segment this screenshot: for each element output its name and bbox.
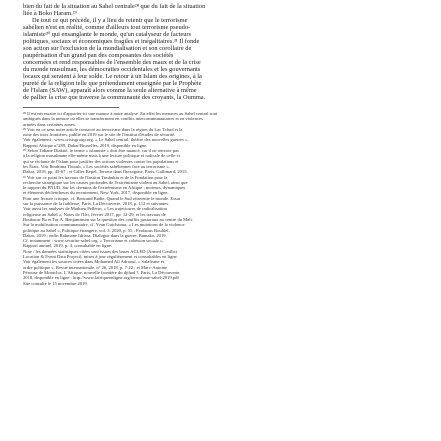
footnote-line: Sur la mobilisation communautaire, cf. Yvan Guichaoua, « Les mutations de la violence: [23, 222, 185, 228]
footnote-line: sur la puissance de la faiblesse, Paris, La Découverte, 2018, p. 112 et suivantes.: [23, 201, 170, 207]
footnote-line: religieuse au Sahel », Notes de l'Ifri, février 2017, pp. 12-29, et les travaux de: [23, 211, 166, 217]
footnote-line: Dakar, 2018, pp. 45-67 ; et Gilles Kepel, Terreur dans l'hexagone, Paris, Gallimard, 2015.: [23, 169, 188, 175]
footnote-line: Note : les données statistiques citées sont issues des bases ACLED (Armed Conflict: [23, 248, 178, 254]
footnote-line: et éléments déclencheurs du recrutement, New York, 2017, disponible en ligne.: [23, 190, 169, 196]
footnote-line: zone des trois frontières, publié en 2019 sur le site de l'Institut d'études de sécurité.: [23, 132, 176, 138]
footnote-line: Location & Event Data Project), mises à jour régulièrement et consultables en ligne.: [23, 254, 178, 260]
footnote-line: 2018, disponible en ligne : http://www.lafriqueenligne.org/terrorisme-sahel-2019.pdf: [23, 275, 179, 281]
footnote-line: recherche stratégique sur les causes profondes de l'extrémisme violent au Sahel, ainsi que: [23, 179, 188, 185]
footnote-line: ³¹ Voir sur ce point les travaux de l'Institut Timbuktu et de la Fondation pour la: [23, 174, 168, 180]
footnote-line: ²⁹ Voir en ce sens notre article consacré au terrorisme dans la région du Lac Tchad et la: [23, 126, 183, 132]
text-line: son action sur l'exclusion de la mondialisation et son corollaire de: [23, 45, 192, 52]
footnote-line: ordre politique », Revue internationale, n° 26, 2018, p. 7-22 ; et Marc-Antoine: [23, 264, 168, 270]
footnote-line: ambiguës dans la mesure où elles se transforment en conflits intercommunautaires et en violences: [23, 116, 203, 122]
footnote-line: Boubacar Ba et Tor A. Benjaminsen sur la question des conflits pastoraux au centre du Mali.: [23, 216, 193, 222]
footnote-line: Rapport annuel, 2019, p. 4, consultable en ligne.: [23, 243, 113, 249]
footnote-line: Site consulté le 15 novembre 2019.: [23, 280, 88, 286]
paragraph-continuation: [23, 3, 418, 17]
text-line: sahélien n'est en réalité, comme d'ailleurs tout terrorisme pseudo-: [23, 24, 191, 31]
text-line: pureté de la religion telle que prétendument enseignée par le Prophète: [23, 80, 202, 87]
footnote-line: Pérouse de Montclos, L'Afrique, nouvelle frontière du djihad ?, Paris, La Découverte,: [23, 269, 181, 275]
footnote-line: Cf. notamment : www.securite-sahel.org, « Terrorisme et cohésion sociale »,: [23, 238, 164, 244]
text-line: de l'Islam (SAW), apparaît alors comme la seule alternative à même: [23, 87, 197, 94]
text-line: paupérisation d'un grand pan des composantes des sociétés: [23, 52, 174, 59]
footnote-line: Dakar, 2019 ; enfin Rahmane Idrissa, Dialogue dans la guerre, Bamako, 2019.: [23, 232, 167, 238]
footnote-line: Pour une lecture critique, cf. Bertrand Badie, Quand le Sud réinvente le monde. Essai: [23, 195, 181, 201]
text-line: islamiste³⁰ qui ensanglante le monde, qu'un catalyseur de facteurs: [23, 31, 192, 38]
footnote-separator: [23, 107, 119, 108]
footnote-line: le rapport du PNUD, Sur les chemins de l'extrémisme en Afrique : moteurs, dynamiques: [23, 185, 186, 191]
footnote-line: politique au Sahel », Politique étrangère, vol. 3, 2020, p. 55 ; Ferdaous Bouhlel,: [23, 227, 170, 233]
text-line: locaux qui seraient à leur solde. Le retour à un Islam des origines, à la: [23, 73, 202, 80]
footnote-line: qui se réclame de l'Islam pour justifier des actions violentes contre les populations et: [23, 158, 179, 164]
text-line: De tout ce qui précède, il y a lieu de retenir que le terrorisme: [32, 17, 188, 24]
footnote-line: armées dans certaines zones.: [23, 121, 76, 127]
text-line: liée à Boko Haram.²⁹: [23, 10, 77, 17]
footnote-line: Voir aussi les analyses de Mathieu Pellerin, « Les trajectoires de radicalisation: [23, 206, 167, 212]
footnote-line: ³⁰ Selon Tidiane Diakité, le terme « islamiste » doit être nuancé, car il ne renvoie pas: [23, 148, 179, 154]
footnote-line: Voir également : www.crisisgroup.org, « Le Sahel central, théâtre des nouvelles guerres »,: [23, 137, 189, 143]
text-line: concernées et rend responsables de l'ensemble des maux et de la crise: [23, 59, 201, 66]
footnotes: [23, 111, 418, 286]
footnote-line: Voir également les sources citées dans Mohamed Ali Adraoui, « Salafisme et: [23, 259, 165, 265]
footnote-line: à la religion musulmane elle-même mais à une lecture politique et radicale de celle-ci: [23, 153, 181, 159]
footnote-line: ²⁸ Il est nécessaire ici d'apporter ici une nuance à notre analyse. En effet les menaces au Sahel central sont: [23, 111, 218, 116]
text-line: bien du fait de la situation au Sahel centrale²⁸ que du fait de la situation: [23, 3, 206, 10]
paragraph-main: [23, 17, 418, 101]
footnote-line: les États. Voir Ibrahima Thioub, « Les sociétés sahéliennes face au terrorisme »,: [23, 163, 170, 169]
text-line: de pallier la crise que traverse la communauté des croyants, la Oumma.: [23, 94, 206, 101]
footnote-line: Rapport Afrique n°289, Dakar/Bruxelles, 2019, disponible en ligne.: [23, 142, 148, 148]
text-line: politiques, sociaux et économiques fragiles et inégalitaires.³¹ Il fonde: [23, 38, 200, 45]
text-line: du monde musulman, les démocraties occidentales et les gouvernants: [23, 66, 201, 73]
